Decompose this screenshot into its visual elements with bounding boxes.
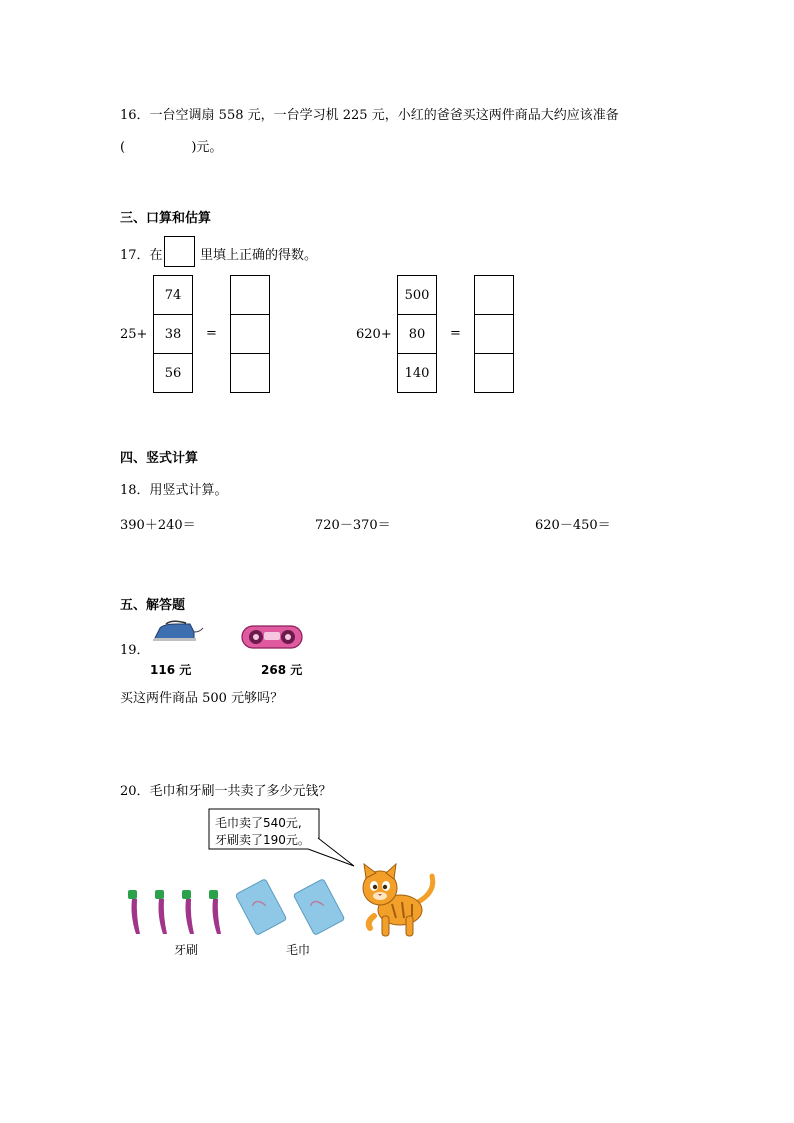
q17-g1-value-3: 56 bbox=[153, 353, 193, 393]
q20-question: 20．毛巾和牙刷一共卖了多少元钱？ bbox=[120, 784, 332, 799]
q17-prefix: 17．在 bbox=[120, 248, 163, 263]
q17-g1-answer-1[interactable] bbox=[230, 275, 270, 315]
q17-g2-answer-3[interactable] bbox=[474, 353, 514, 393]
q16-line1: 16．一台空调扇 558 元，一台学习机 225 元，小红的爸爸买这两件商品大约应该准备 bbox=[120, 108, 619, 123]
q19-question: 买这两件商品 500 元够吗？ bbox=[120, 691, 284, 706]
section3-title: 三、口算和估算 bbox=[120, 211, 212, 226]
q17-g2-value-1: 500 bbox=[397, 275, 437, 315]
towels-icon bbox=[236, 874, 348, 940]
q17-g1-answer-2[interactable] bbox=[230, 314, 270, 354]
q17-g2-value-2: 80 bbox=[397, 314, 437, 354]
q17-g1-equals: = bbox=[206, 326, 217, 341]
q16-paren-close: )元。 bbox=[191, 140, 223, 155]
q17-g1-value-2: 38 bbox=[153, 314, 193, 354]
q18-prompt: 18．用竖式计算。 bbox=[120, 483, 228, 498]
q17-g2-equals: = bbox=[450, 326, 461, 341]
toothbrushes-icon bbox=[124, 888, 234, 938]
q18-problem-3: 620－450＝ bbox=[535, 518, 611, 533]
q17-g2-addend: 620+ bbox=[356, 327, 392, 342]
q18-problem-1: 390＋240＝ bbox=[120, 518, 196, 533]
q19-number: 19． bbox=[120, 643, 150, 658]
q17-g2-answer-2[interactable] bbox=[474, 314, 514, 354]
q19-item1-price: 116 元 bbox=[150, 663, 192, 677]
iron-icon bbox=[150, 620, 205, 644]
bubble-line2: 牙刷卖了190元。 bbox=[215, 833, 310, 847]
q17-g1-addend: 25+ bbox=[120, 327, 148, 342]
q16-paren-open: ( bbox=[120, 140, 126, 155]
q17-g2-answer-1[interactable] bbox=[474, 275, 514, 315]
q17-suffix: 里填上正确的得数。 bbox=[200, 248, 318, 263]
q18-problem-2: 720－370＝ bbox=[315, 518, 391, 533]
bubble-line1: 毛巾卖了540元, bbox=[215, 816, 302, 830]
towel-label: 毛巾 bbox=[286, 943, 311, 957]
q17-sample-box bbox=[164, 236, 195, 267]
cd-player-icon bbox=[240, 622, 304, 650]
section4-title: 四、竖式计算 bbox=[120, 451, 199, 466]
q17-g2-value-3: 140 bbox=[397, 353, 437, 393]
cat-icon bbox=[356, 862, 438, 940]
q16-line2 bbox=[120, 136, 222, 155]
q17-g1-answer-3[interactable] bbox=[230, 353, 270, 393]
q17-g1-value-1: 74 bbox=[153, 275, 193, 315]
section5-title: 五、解答题 bbox=[120, 598, 186, 613]
q19-item2-price: 268 元 bbox=[261, 663, 303, 677]
toothbrush-label: 牙刷 bbox=[174, 943, 199, 957]
